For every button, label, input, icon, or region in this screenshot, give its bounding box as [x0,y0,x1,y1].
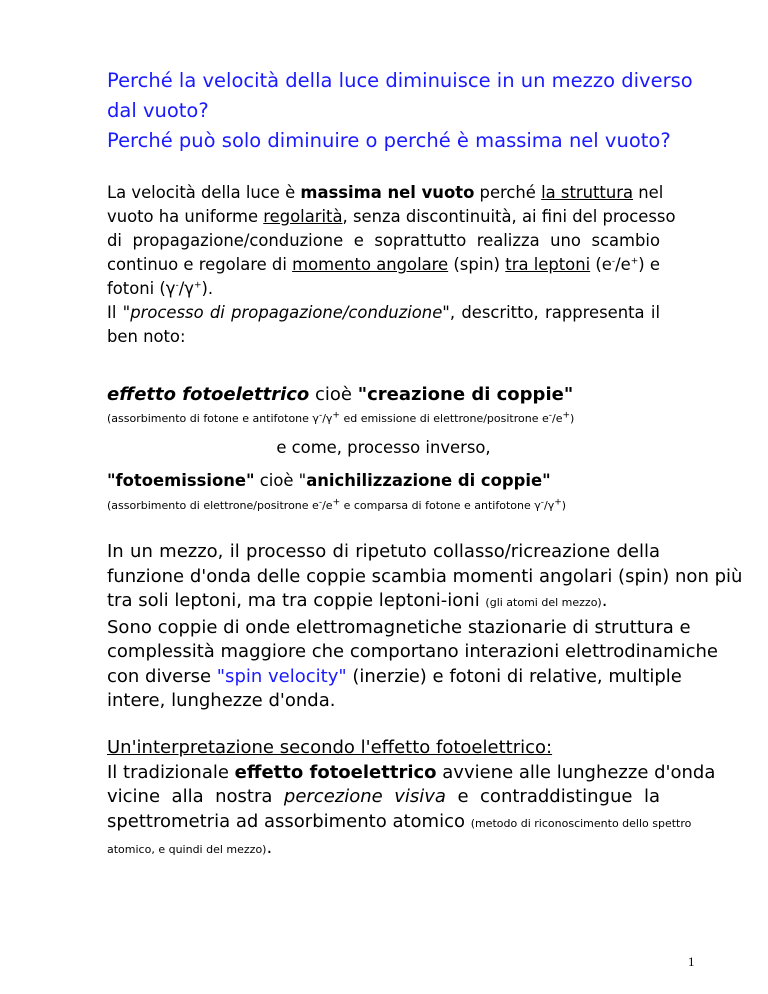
paragraph-medium [107,540,743,714]
paragraph-vacuum [107,181,676,301]
paragraph-interpretation [107,736,716,863]
paragraph-line: Il "processo di propagazione/conduzione", descritto, rappresenta il [107,303,661,322]
paragraph-line: intere, lunghezze d'onda. [107,690,336,711]
title-line-1: Perché la velocità della luce diminuisce in un mezzo diverso [107,69,693,92]
paragraph-line: fotoni (γ-/γ+). [107,279,214,298]
title-line-2: dal vuoto? [107,99,209,122]
paragraph-line: di propagazione/conduzione e soprattutto realizza uno scambio [107,231,660,250]
inverse-process-text: e come, processo inverso, [276,438,491,457]
paragraph-line: funzione d'onda delle coppie scambia momenti angolari (spin) non più [107,565,743,587]
paragraph-line: vuoto ha uniforme regolarità, senza discontinuità, ai fini del processo [107,207,676,226]
paragraph-line: con diverse "spin velocity" (inerzie) e fotoni di relative, multiple [107,665,682,687]
spin-velocity-highlight: "spin velocity" [216,665,347,687]
page-number: 1 [688,954,695,969]
paragraph-line: continuo e regolare di momento angolare (spin) tra leptoni (e-/e+) e [107,255,660,274]
paragraph-line: Il tradizionale effetto fotoelettrico avviene alle lunghezze d'onda [107,761,716,783]
paragraph-line: Sono coppie di onde elettromagnetiche stazionarie di struttura e [107,616,691,638]
paragraph-line: tra soli leptoni, ma tra coppie leptoni-ioni (gli atomi del mezzo). [107,590,608,611]
paragraph-line: In un mezzo, il processo di ripetuto collasso/ricreazione della [107,541,660,562]
photoelectric-effect-heading: effetto fotoelettrico cioè "creazione di coppie" [107,384,574,405]
paragraph-line: La velocità della luce è massima nel vuoto perché la struttura nel [107,183,664,202]
photoelectric-effect-note: (assorbimento di fotone e antifotone γ-/γ+ ed emissione di elettrone/positrone e-/e+) [107,410,575,425]
photoelectric-effect-term: effetto fotoelettrico [107,384,310,405]
paragraph-line: complessità maggiore che comportano interazioni elettrodinamiche [107,641,718,662]
paragraph-line: spettrometria ad assorbimento atomico (metodo di riconoscimento dello spettro [107,810,692,832]
paragraph-process [107,301,660,349]
title-line-3: Perché può solo diminuire o perché è massima nel vuoto? [107,129,671,152]
photoemission-heading: "fotoemissione" cioè "anichilizzazione di coppie" [107,471,551,490]
photoemission-note: (assorbimento di elettrone/positrone e-/e+ e comparsa di fotone e antifotone γ-/γ+) [107,497,567,512]
section-title: Un'interpretazione secondo l'effetto fotoelettrico: [107,737,553,758]
page-title [107,66,693,156]
paragraph-line: ben noto: [107,327,186,346]
paragraph-line: vicine alla nostra percezione visiva e contraddistingue la [107,786,660,807]
paragraph-line: atomico, e quindi del mezzo). [107,837,273,858]
